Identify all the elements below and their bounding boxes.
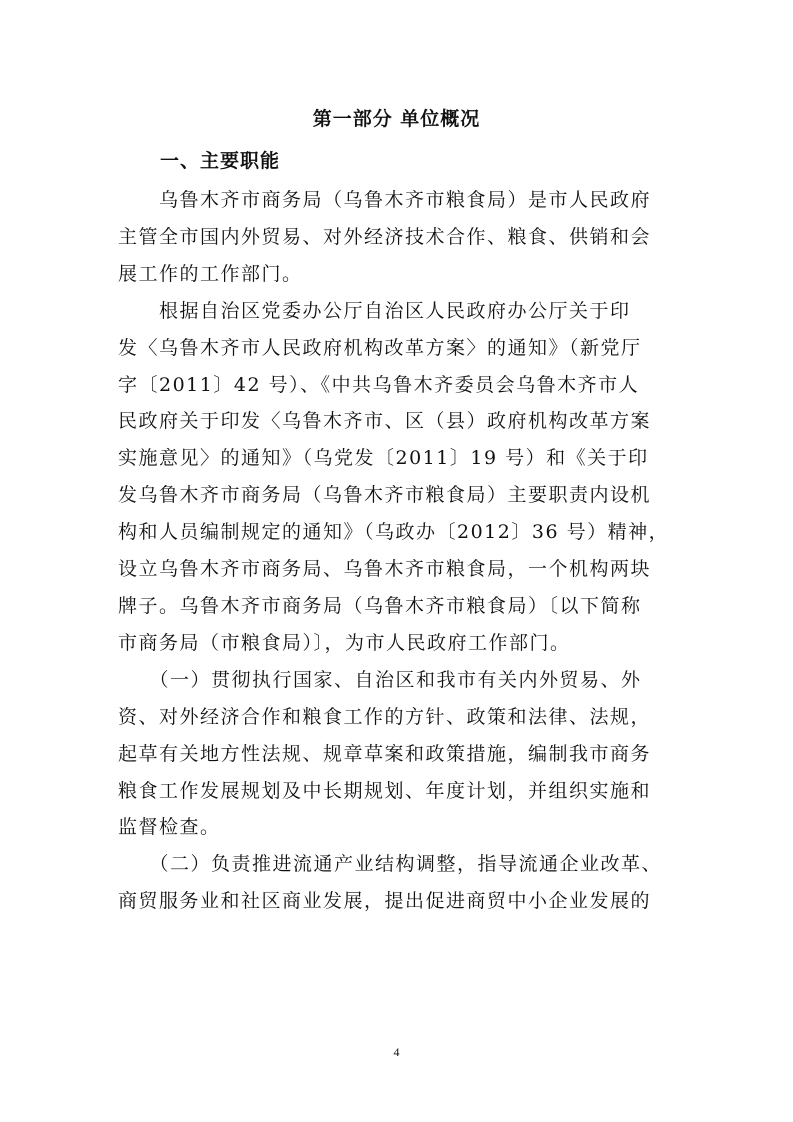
text-line: （一）贯彻执行国家、自治区和我市有关内外贸易、外: [118, 668, 642, 691]
page-number: 4: [393, 1045, 400, 1059]
text-line: 发〈乌鲁木齐市人民政府机构改革方案〉的通知》（新党厅: [118, 336, 642, 359]
body-text: [118, 182, 674, 920]
text-line: 发乌鲁木齐市商务局（乌鲁木齐市粮食局）主要职责内设机: [118, 484, 652, 507]
text-line: 粮食工作发展规划及中长期规划、年度计划，并组织实施和: [118, 779, 652, 802]
text-line: 根据自治区党委办公厅自治区人民政府办公厅关于印: [118, 299, 631, 322]
section-heading: 一、主要职能: [160, 150, 281, 172]
text-line: 主管全市国内外贸易、对外经济技术合作、粮食、供销和会: [118, 225, 652, 248]
text-line: 展工作的工作部门。: [118, 262, 303, 285]
text-line: 资、对外经济合作和粮食工作的方针、政策和法律、法规，: [118, 705, 652, 728]
page-title: 第一部分 单位概况: [312, 108, 481, 130]
text-line: 构和人员编制规定的通知》（乌政办〔2012〕36 号）精神，: [118, 521, 670, 544]
text-line: 监督检查。: [118, 816, 221, 839]
text-line: 起草有关地方性法规、规章草案和政策措施，编制我市商务: [118, 742, 652, 765]
text-line: 牌子。乌鲁木齐市商务局（乌鲁木齐市粮食局）〔以下简称: [118, 594, 642, 617]
text-line: 设立乌鲁木齐市商务局、乌鲁木齐市粮食局，一个机构两块: [118, 558, 652, 581]
text-line: 市商务局（市粮食局）〕，为市人民政府工作部门。: [118, 631, 571, 654]
text-line: （二）负责推进流通产业结构调整，指导流通企业改革、: [118, 853, 663, 876]
text-line: 乌鲁木齐市商务局（乌鲁木齐市粮食局）是市人民政府: [118, 189, 652, 211]
text-line: 实施意见〉的通知》（乌党发〔2011〕19 号）和《关于印: [118, 447, 649, 470]
text-line: 商贸服务业和社区商业发展，提出促进商贸中小企业发展的: [118, 890, 652, 913]
text-line: 民政府关于印发〈乌鲁木齐市、区（县）政府机构改革方案: [118, 410, 652, 433]
text-line: 字〔2011〕42 号）、《中共乌鲁木齐委员会乌鲁木齐市人: [118, 373, 640, 396]
